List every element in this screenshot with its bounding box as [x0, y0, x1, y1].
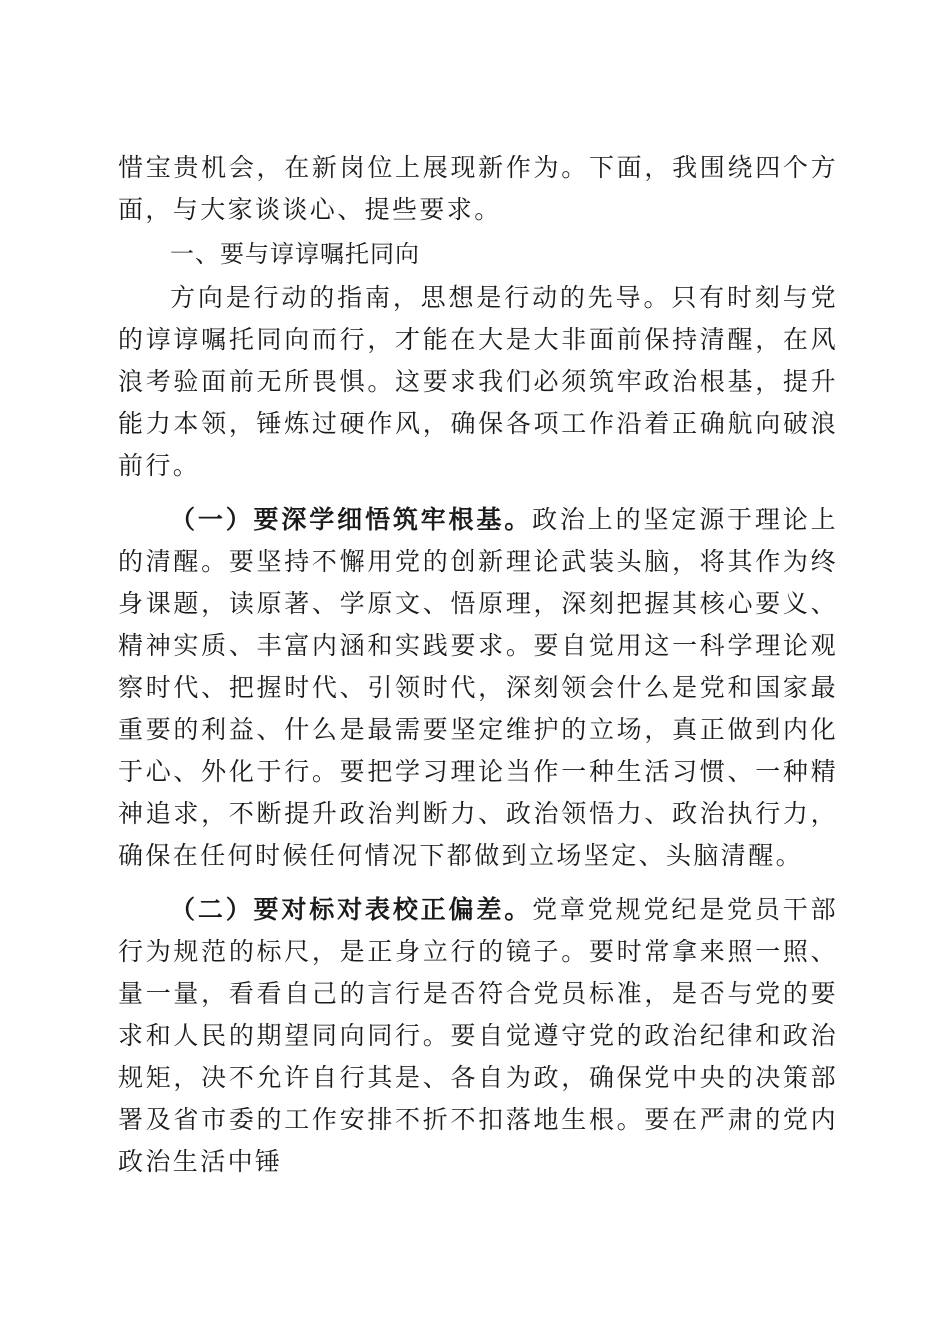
subsection-body-1: 政治上的坚定源于理论上的清醒。要坚持不懈用党的创新理论武装头脑，将其作为终身课题，读原著、学原文、悟原理，深刻把握其核心要义、精神实质、丰富内涵和实践要求。要自觉用这一科学理论观察时代、把握时代、引领时代，深刻领会什么是党和国家最重要的利益、什么是最需要坚定维护的立场，真正做到内化于心、外化于行。要把学习理论当作一种生活习惯、一种精神追求，不断提升政治判断力、政治领悟力、政治执行力，确保在任何时候任何情况下都做到立场坚定、头脑清醒。	[118, 505, 838, 870]
subsection-title-1: （一）要深学细悟筑牢根基。	[170, 505, 533, 534]
document-body	[118, 147, 838, 1183]
subsection-paragraph-2	[118, 889, 838, 1183]
subsection-paragraph-1	[118, 499, 838, 877]
subsection-title-2: （二）要对标对表校正偏差。	[170, 895, 533, 924]
intro-paragraph: 惜宝贵机会，在新岗位上展现新作为。下面，我围绕四个方面，与大家谈谈心、提些要求。	[118, 153, 838, 224]
section-intro-paragraph: 方向是行动的指南，思想是行动的先导。只有时刻与党的谆谆嘱托同向而行，才能在大是大非面前保持清醒，在风浪考验面前无所畏惧。这要求我们必须筑牢政治根基，提升能力本领，锤炼过硬作风，确保各项工作沿着正确航向破浪前行。	[118, 283, 838, 480]
section-heading: 一、要与谆谆嘱托同向	[170, 240, 420, 268]
subsection-body-2: 党章党规党纪是党员干部行为规范的标尺，是正身立行的镜子。要时常拿来照一照、量一量，看看自己的言行是否符合党员标准，是否与党的要求和人民的期望同向同行。要自觉遵守党的政治纪律和政治规矩，决不允许自行其是、各自为政，确保党中央的决策部署及省市委的工作安排不折不扣落地生根。要在严肃的党内政治生活中锤	[118, 895, 838, 1176]
